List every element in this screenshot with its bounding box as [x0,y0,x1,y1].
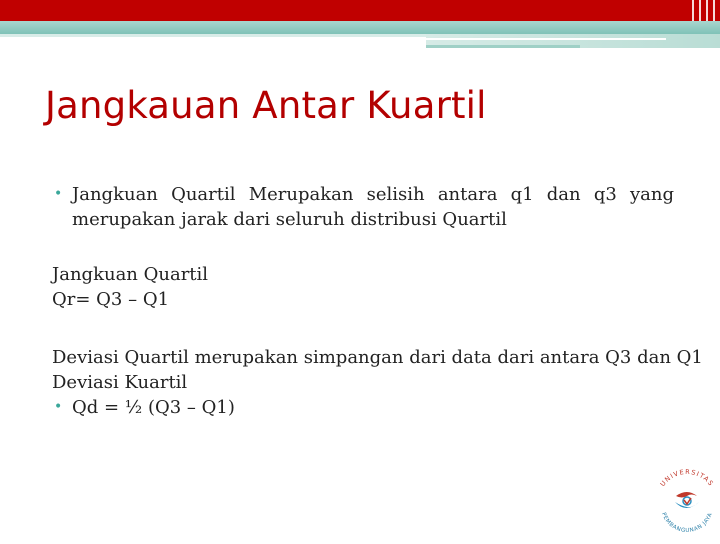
svg-text:PEMBANGUNAN JAYA: PEMBANGUNAN JAYA [660,511,714,535]
bullet-item-qd [52,395,674,420]
bullet-text-jangkuan: Jangkuan Quartil Merupakan selisih antara q1 dan q3 yang merupakan jarak dari seluruh distribusi Quartil [72,184,674,230]
university-logo-icon [651,462,720,540]
bullet-text-qd: Qd = ½ (Q3 – Q1) [72,397,235,418]
bullet-icon: • [54,186,63,202]
bullet-icon: • [54,399,63,415]
top-bar-stripes [690,0,720,21]
line-qr-formula: Qr= Q3 – Q1 [52,289,170,310]
teal-band [0,21,720,34]
line-deviasi-quartil: Deviasi Quartil merupakan simpangan dari data dari antara Q3 dan Q1 [52,347,703,368]
slide-content [52,182,703,420]
university-logo [651,462,720,540]
slide-title: Jangkauan Antar Kuartil [45,84,487,127]
bullet-item-jangkuan [52,182,674,232]
line-jangkuan-quartil: Jangkuan Quartil [52,264,209,285]
band-accent-stripe [426,45,580,48]
band-accent-line [426,38,666,40]
top-red-bar [0,0,720,21]
svg-text:UNIVERSITAS: UNIVERSITAS [658,467,716,489]
line-deviasi-kuartil: Deviasi Kuartil [52,372,188,393]
